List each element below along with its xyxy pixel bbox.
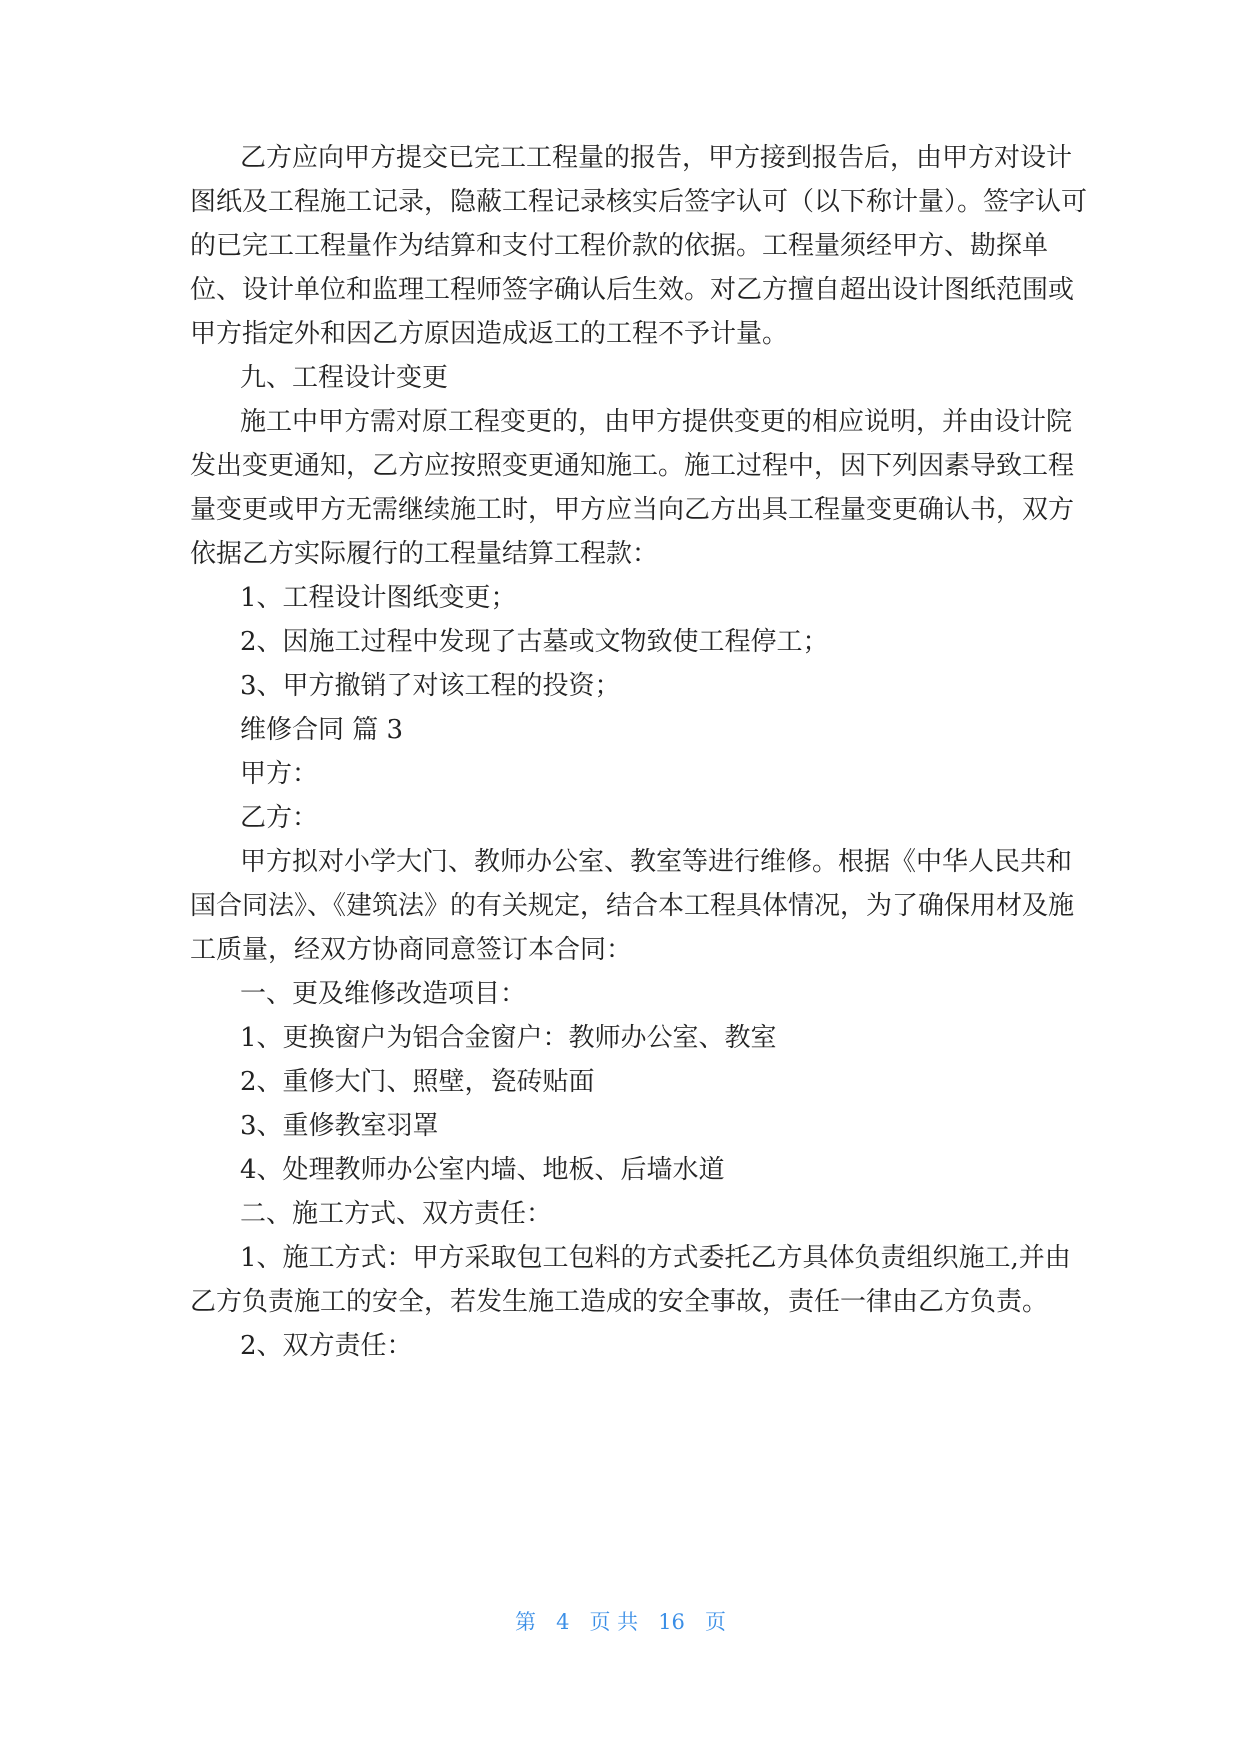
body-line: 的已完工工程量作为结算和支付工程价款的依据。工程量须经甲方、勘探单 — [190, 231, 1049, 261]
list-item: 1、更换窗户为铝合金窗户：教师办公室、教室 — [240, 1023, 777, 1053]
body-line: 工质量，经双方协商同意签订本合同： — [190, 935, 633, 965]
party-b-label: 乙方： — [240, 803, 319, 833]
body-line: 国合同法》、《建筑法》的有关规定，结合本工程具体情况，为了确保用材及施 — [190, 891, 1075, 921]
body-line: 乙方负责施工的安全，若发生施工造成的安全事故，责任一律由乙方负责。 — [190, 1287, 1049, 1317]
body-line: 甲方拟对小学大门、教师办公室、教室等进行维修。根据《中华人民共和 — [240, 847, 1073, 877]
body-line: 甲方指定外和因乙方原因造成返工的工程不予计量。 — [190, 319, 789, 349]
section-heading: 二、施工方式、双方责任： — [240, 1199, 553, 1229]
list-item: 2、双方责任： — [240, 1331, 413, 1361]
list-item: 1、工程设计图纸变更； — [240, 583, 517, 613]
body-line: 发出变更通知，乙方应按照变更通知施工。施工过程中，因下列因素导致工程 — [190, 451, 1075, 481]
body-line: 依据乙方实际履行的工程量结算工程款： — [190, 539, 659, 569]
section-heading: 九、工程设计变更 — [240, 363, 449, 393]
list-item: 3、重修教室羽罩 — [240, 1111, 439, 1141]
page-footer — [0, 1609, 1241, 1635]
body-line: 量变更或甲方无需继续施工时，甲方应当向乙方出具工程量变更确认书，双方 — [190, 495, 1075, 525]
section-heading: 一、更及维修改造项目： — [240, 979, 527, 1009]
footer-suffix: 页 — [704, 1610, 726, 1634]
body-line: 图纸及工程施工记录，隐蔽工程记录核实后签字认可（以下称计量）。签字认可 — [190, 187, 1088, 217]
footer-middle: 页 共 — [589, 1610, 639, 1634]
list-item: 2、重修大门、照壁，瓷砖贴面 — [240, 1067, 595, 1097]
list-item: 2、因施工过程中发现了古墓或文物致使工程停工； — [240, 627, 829, 657]
total-page-number: 16 — [658, 1610, 685, 1634]
body-line: 位、设计单位和监理工程师签字确认后生效。对乙方擅自超出设计图纸范围或 — [190, 275, 1075, 305]
body-line: 乙方应向甲方提交已完工工程量的报告，甲方接到报告后，由甲方对设计 — [240, 143, 1073, 173]
current-page-number: 4 — [556, 1610, 570, 1634]
footer-prefix: 第 — [515, 1610, 537, 1634]
list-item: 1、施工方式：甲方采取包工包料的方式委托乙方具体负责组织施工,并由 — [240, 1243, 1071, 1273]
list-item: 4、处理教师办公室内墙、地板、后墙水道 — [240, 1155, 725, 1185]
section-title: 维修合同 篇 3 — [240, 715, 404, 745]
party-a-label: 甲方： — [240, 759, 319, 789]
body-line: 施工中甲方需对原工程变更的，由甲方提供变更的相应说明，并由设计院 — [240, 407, 1073, 437]
list-item: 3、甲方撤销了对该工程的投资； — [240, 671, 621, 701]
